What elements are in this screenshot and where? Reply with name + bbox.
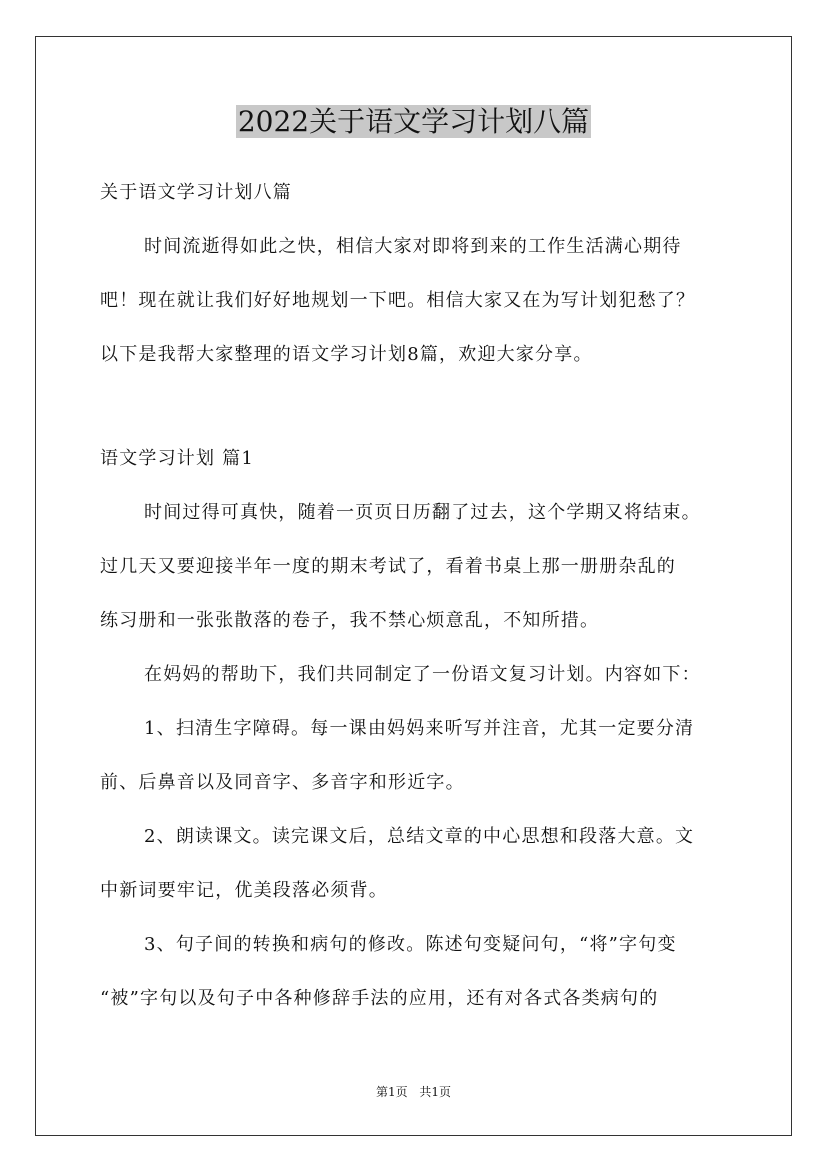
intro-line-3: 以下是我帮大家整理的语文学习计划8篇，欢迎大家分享。 xyxy=(100,344,593,365)
paragraph-gap xyxy=(100,382,728,432)
body-line-3: 练习册和一张张散落的卷子，我不禁心烦意乱，不知所措。 xyxy=(100,610,600,631)
body-line-9: 3、句子间的转换和病句的修改。陈述句变疑问句，“将”字句变 xyxy=(144,934,677,955)
body-line-7: 2、朗读课文。读完课文后，总结文章的中心思想和段落大意。文 xyxy=(144,826,695,847)
page-footer xyxy=(0,1082,827,1102)
intro-line-1: 时间流逝得如此之快，相信大家对即将到来的工作生活满心期待 xyxy=(144,236,682,257)
body-line-4: 在妈妈的帮助下，我们共同制定了一份语文复习计划。内容如下： xyxy=(144,664,701,685)
document-title-text: 2022关于语文学习计划八篇 xyxy=(237,105,590,138)
subtitle: 关于语文学习计划八篇 xyxy=(100,182,292,203)
body-line-10: “被”字句以及句子中各种修辞手法的应用，还有对各式各类病句的 xyxy=(100,988,659,1009)
section-heading: 语文学习计划 篇1 xyxy=(100,448,254,469)
page-total: 共1页 xyxy=(419,1085,452,1099)
body-line-8: 中新词要牢记，优美段落必须背。 xyxy=(100,880,388,901)
document-body xyxy=(100,166,728,1026)
intro-line-2: 吧！现在就让我们好好地规划一下吧。相信大家又在为写计划犯愁了？ xyxy=(100,290,696,311)
body-line-1: 时间过得可真快，随着一页页日历翻了过去，这个学期又将结束。 xyxy=(144,502,701,523)
document-title xyxy=(0,100,827,144)
body-line-6: 前、后鼻音以及同音字、多音字和形近字。 xyxy=(100,772,465,793)
page-number: 第1页 xyxy=(375,1085,408,1099)
body-line-5: 1、扫清生字障碍。每一课由妈妈来听写并注音，尤其一定要分清 xyxy=(144,718,695,739)
body-line-2: 过几天又要迎接半年一度的期末考试了，看着书桌上那一册册杂乱的 xyxy=(100,556,676,577)
